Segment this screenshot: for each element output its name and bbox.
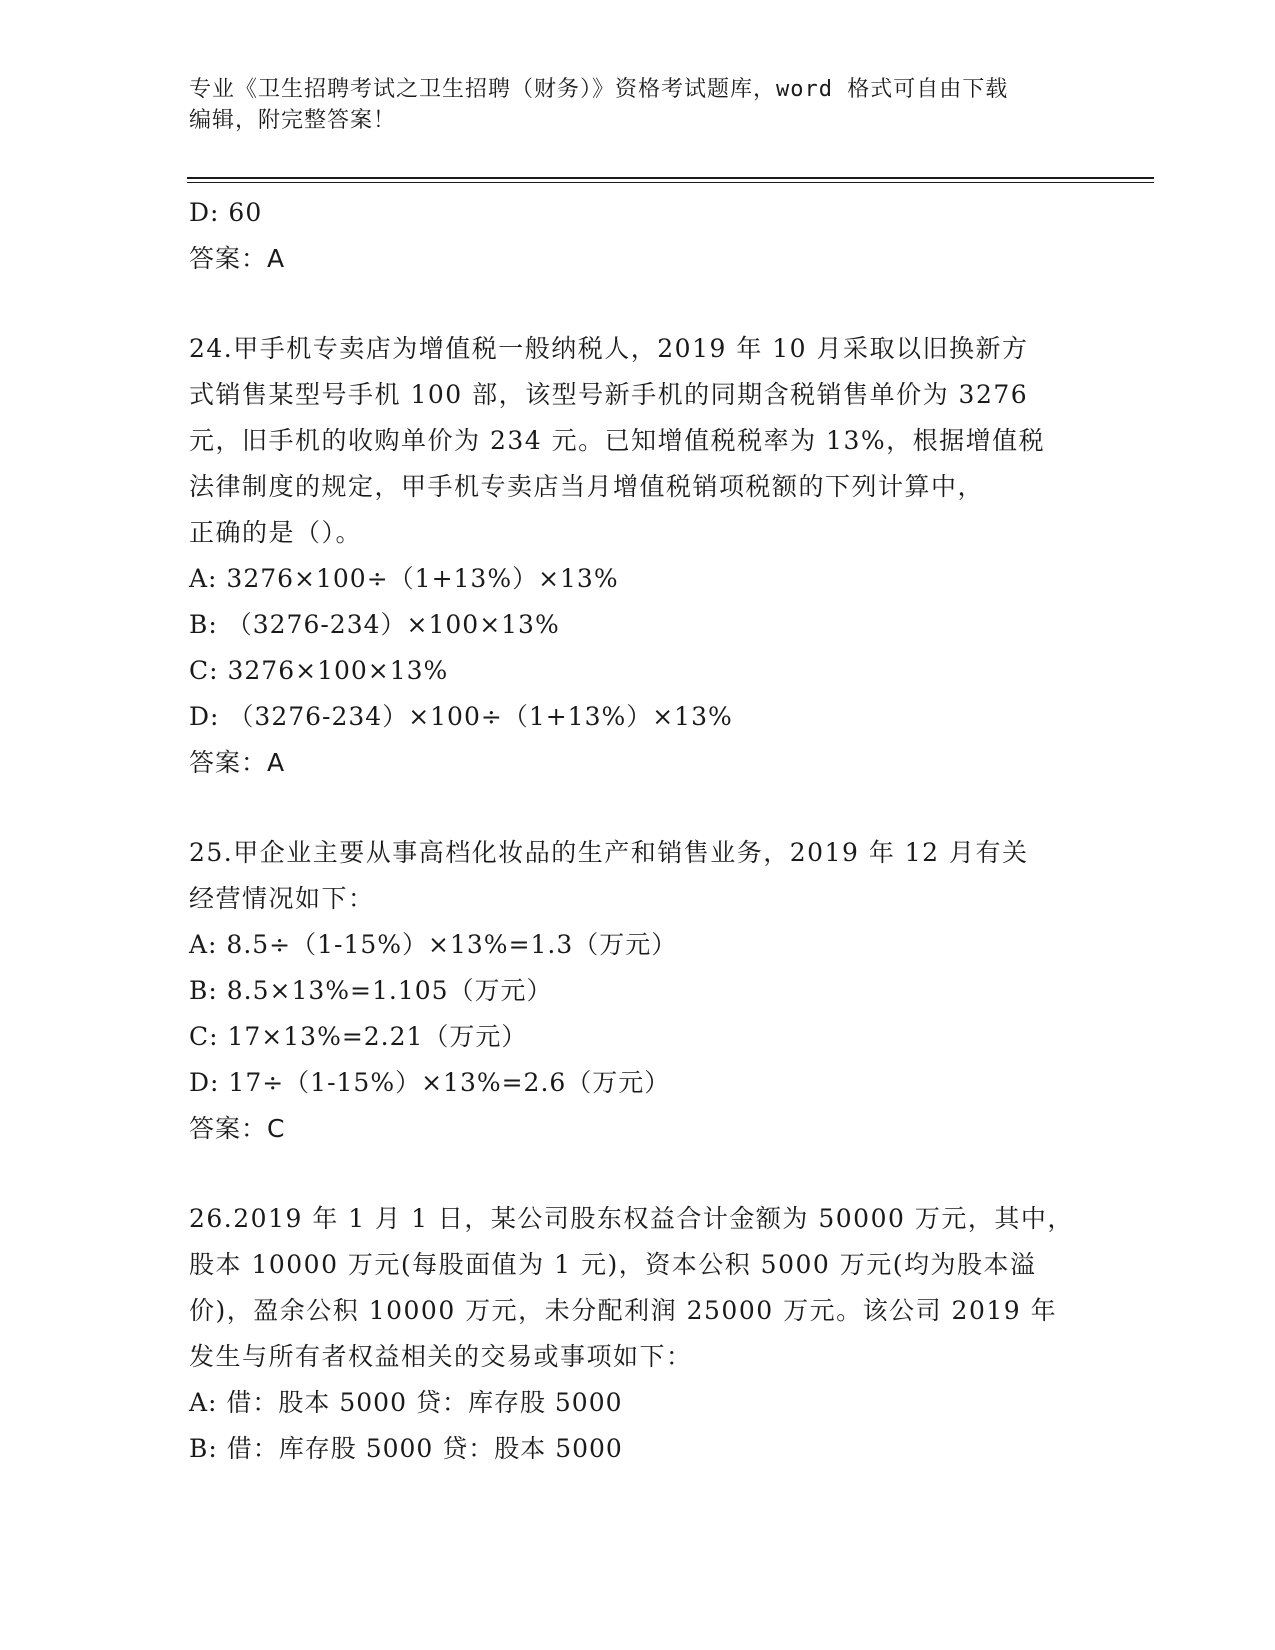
question-24-line: 正确的是（）。 [189, 518, 363, 547]
question-25-text [189, 830, 1089, 922]
question-26-text [189, 1196, 1089, 1380]
question-24-line: 24.甲手机专卖店为增值税一般纳税人，2019 年 10 月采取以旧换新方 [189, 334, 1029, 363]
question-26-line: 26.2019 年 1 月 1 日，某公司股东权益合计金额为 50000 万元，其中， [189, 1204, 1074, 1233]
question-25-option-c: C: 17×13%=2.21（万元） [189, 1022, 528, 1051]
header-rule-thin [187, 182, 1154, 183]
question-25-option-d: D: 17÷（1-15%）×13%=2.6（万元） [189, 1068, 671, 1097]
document-body [189, 190, 1089, 1472]
question-24-option-b: B: （3276-234）×100×13% [189, 610, 560, 639]
prev-option-d: D: 60 [189, 198, 263, 227]
question-26-line: 价)，盈余公积 10000 万元，未分配利润 25000 万元。该公司 2019 年 [189, 1296, 1058, 1325]
question-24-line: 法律制度的规定，甲手机专卖店当月增值税销项税额的下列计算中， [189, 472, 985, 501]
header-rule-thick [187, 177, 1154, 179]
question-24-answer: 答案：A [189, 748, 286, 777]
spacer [189, 1152, 1089, 1196]
question-25-line: 经营情况如下： [189, 884, 375, 913]
page-header [189, 74, 1089, 136]
question-26-option-a: A: 借：股本 5000 贷：库存股 5000 [189, 1388, 623, 1417]
question-25-answer: 答案：C [189, 1114, 286, 1143]
question-26-line: 发生与所有者权益相关的交易或事项如下： [189, 1342, 693, 1371]
question-24-option-d: D: （3276-234）×100÷（1+13%）×13% [189, 702, 733, 731]
question-24-text [189, 326, 1089, 556]
spacer [189, 786, 1089, 830]
question-24-line: 元，旧手机的收购单价为 234 元。已知增值税税率为 13%，根据增值税 [189, 426, 1046, 455]
question-25-line: 25.甲企业主要从事高档化妆品的生产和销售业务，2019 年 12 月有关 [189, 838, 1029, 867]
question-24-line: 式销售某型号手机 100 部，该型号新手机的同期含税销售单价为 3276 [189, 380, 1029, 409]
question-26-line: 股本 10000 万元(每股面值为 1 元)，资本公积 5000 万元(均为股本溢 [189, 1250, 1037, 1279]
question-24-option-c: C: 3276×100×13% [189, 656, 449, 685]
question-25-option-a: A: 8.5÷（1-15%）×13%=1.3（万元） [189, 930, 678, 959]
question-24-option-a: A: 3276×100÷（1+13%）×13% [189, 564, 619, 593]
question-25-option-b: B: 8.5×13%=1.105（万元） [189, 976, 553, 1005]
header-line-1: 专业《卫生招聘考试之卫生招聘（财务）》资格考试题库，word 格式可自由下载 [189, 77, 1009, 102]
prev-answer: 答案：A [189, 244, 286, 273]
header-line-2: 编辑，附完整答案！ [189, 108, 397, 133]
question-26-option-b: B: 借：库存股 5000 贷：股本 5000 [189, 1434, 623, 1463]
spacer [189, 282, 1089, 326]
